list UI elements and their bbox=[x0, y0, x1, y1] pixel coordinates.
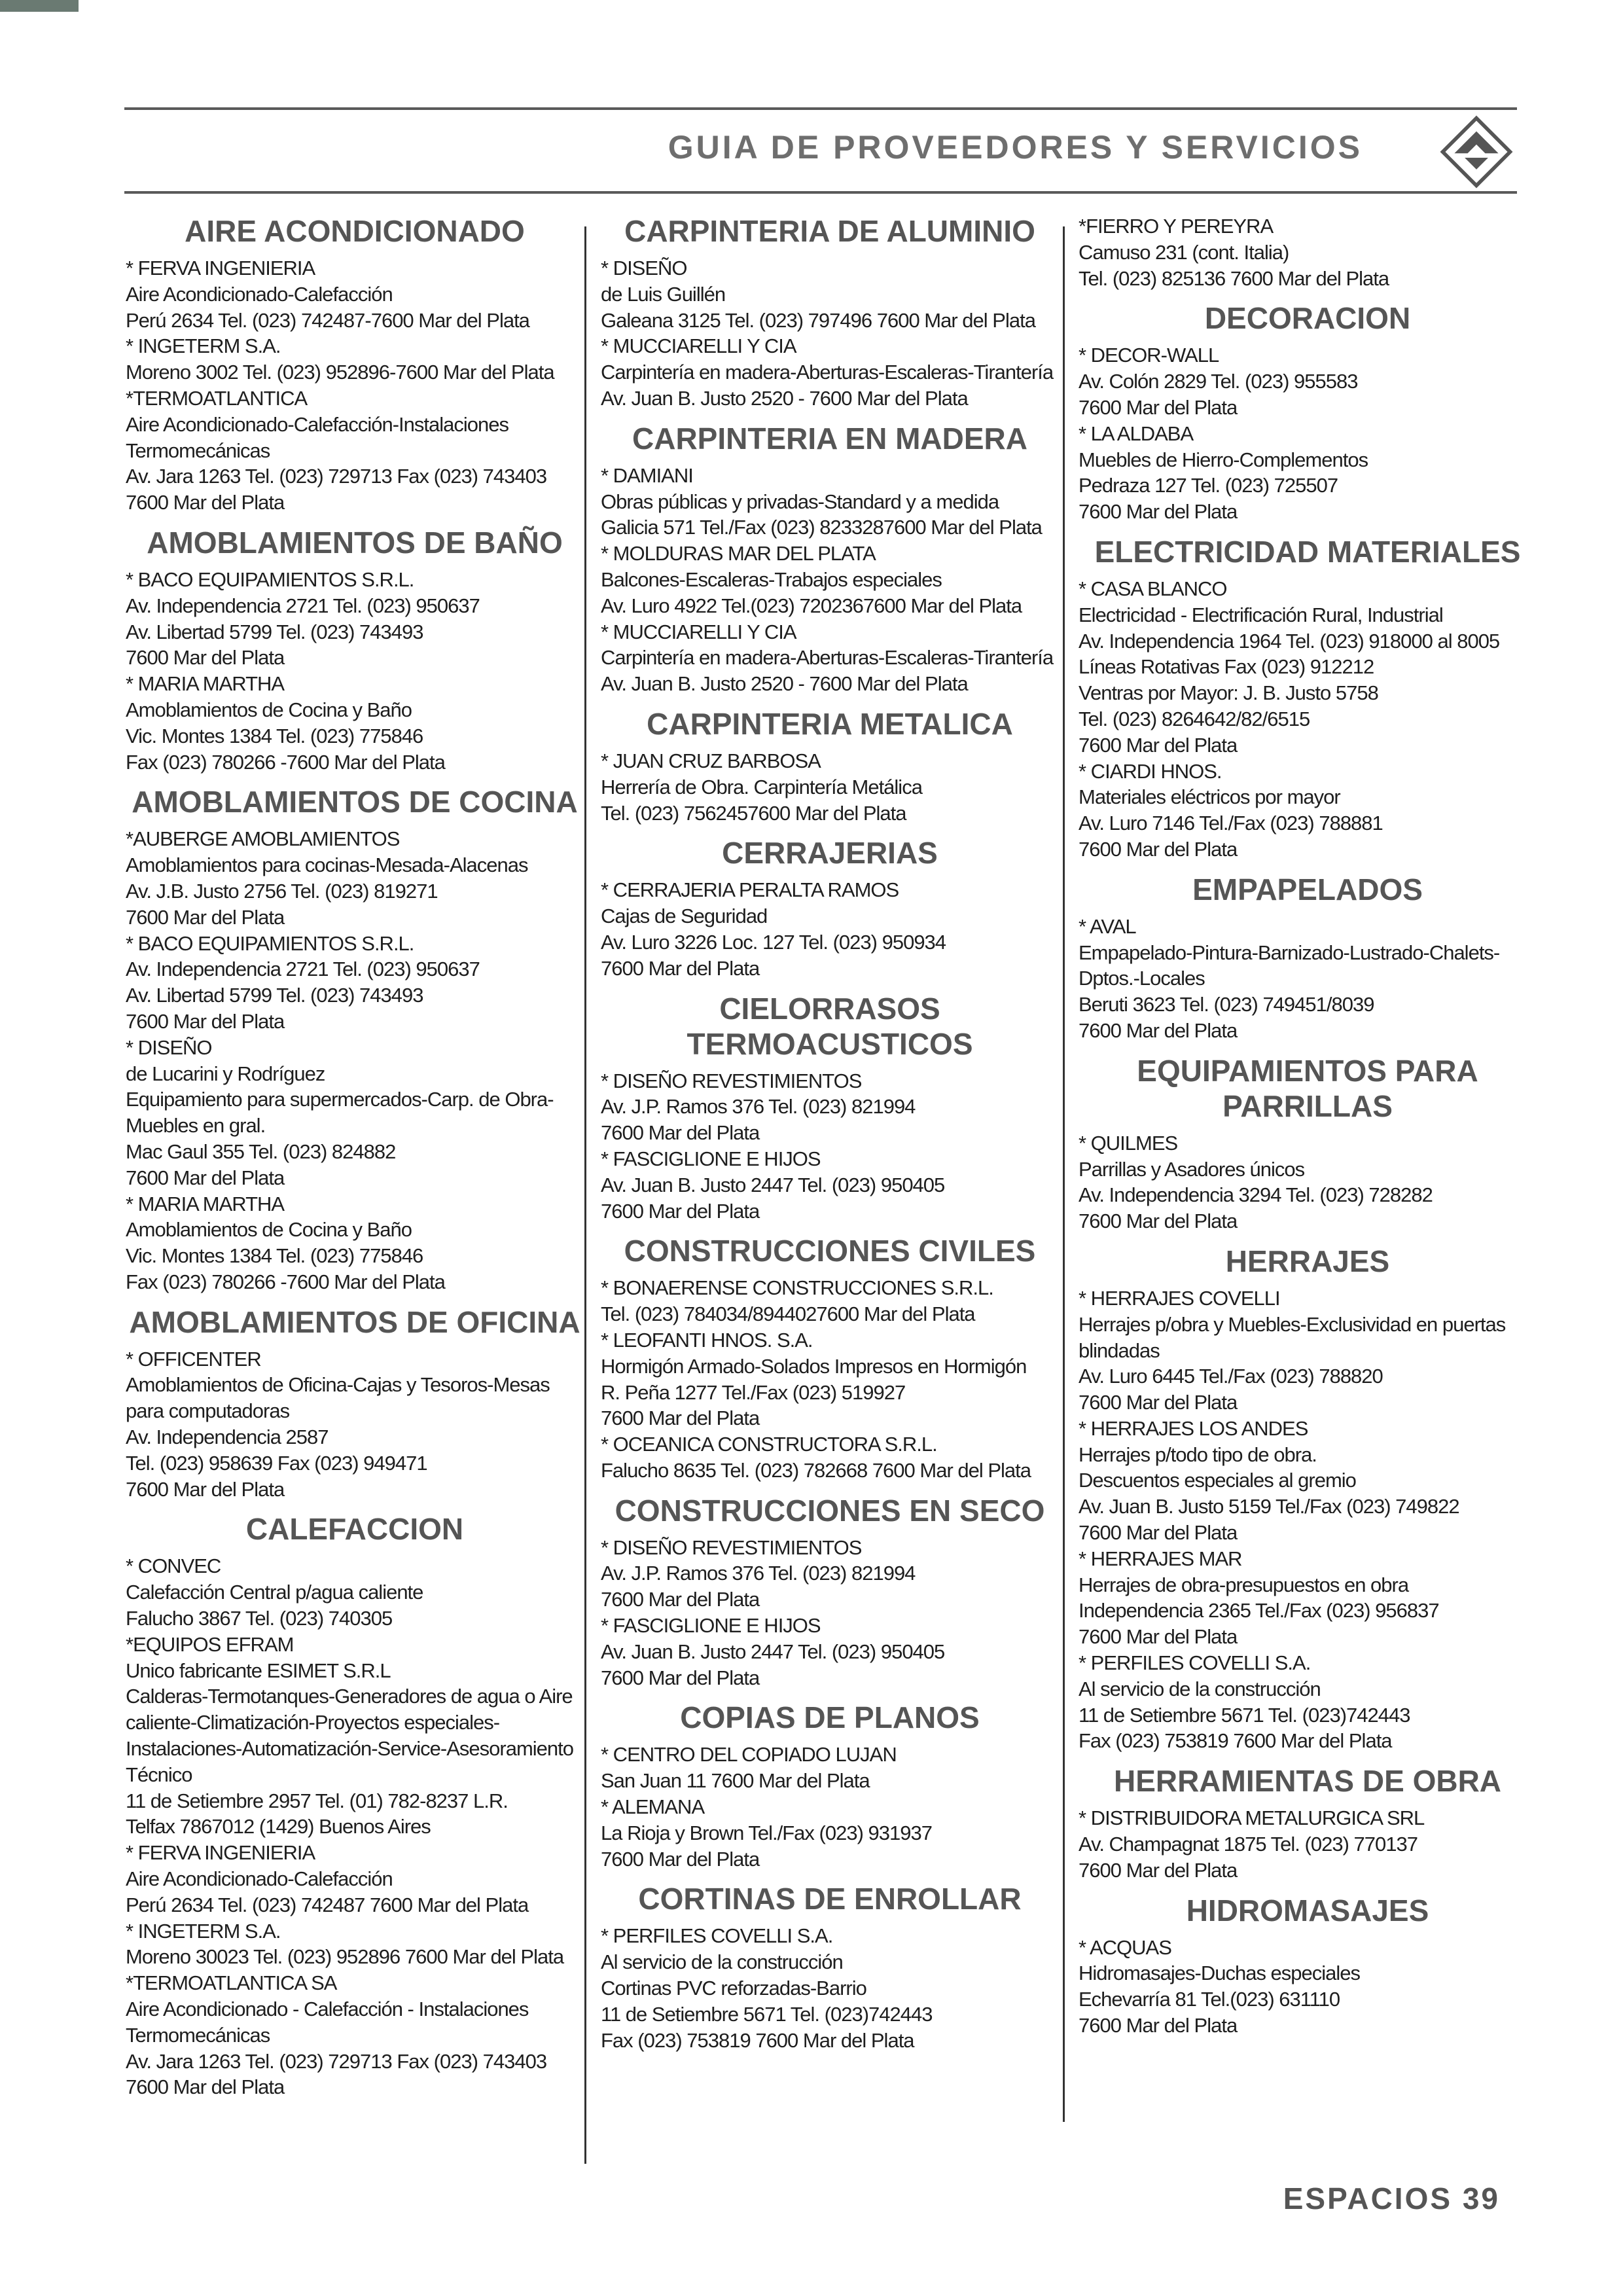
column-1 bbox=[126, 213, 584, 2100]
section-title: AMOBLAMIENTOS DE COCINA bbox=[132, 785, 578, 819]
page-title: GUIA DE PROVEEDORES Y SERVICIOS bbox=[668, 129, 1363, 166]
directory-entry: * FERVA INGENIERIA Aire Acondicionado-Calefacción Perú 2634 Tel. (023) 742487-7600 Mar del Plata bbox=[126, 257, 529, 332]
column-3 bbox=[1079, 213, 1537, 2039]
section-title: DECORACION bbox=[1204, 301, 1411, 336]
directory-entry: * MOLDURAS MAR DEL PLATA Balcones-Escaleras-Trabajos especiales Av. Luro 4922 Tel.(023) 7202367600 Mar del Plata bbox=[601, 542, 1022, 617]
directory-entry: * CONVEC Calefacción Central p/agua caliente Falucho 3867 Tel. (023) 740305 bbox=[126, 1554, 423, 1630]
directory-entry: *AUBERGE AMOBLAMIENTOS Amoblamientos para cocinas-Mesada-Alacenas Av. J.B. Justo 2756 Tel. (023) 819271 7600 Mar del Plata bbox=[126, 827, 528, 929]
directory-entry: * BONAERENSE CONSTRUCCIONES S.R.L. Tel. (023) 784034/8944027600 Mar del Plata bbox=[601, 1276, 993, 1326]
directory-entry: * DISEÑO REVESTIMIENTOS Av. J.P. Ramos 376 Tel. (023) 821994 7600 Mar del Plata bbox=[601, 1535, 916, 1611]
directory-entry: * DAMIANI Obras públicas y privadas-Standard y a medida Galicia 571 Tel./Fax (023) 8233287600 Mar del Plata bbox=[601, 463, 1042, 539]
directory-entry: * CIARDI HNOS. Materiales eléctricos por mayor Av. Luro 7146 Tel./Fax (023) 788881 7600 Mar del Plata bbox=[1079, 759, 1383, 861]
section-title: CERRAJERIAS bbox=[722, 836, 938, 870]
section-title: AMOBLAMIENTOS DE OFICINA bbox=[129, 1304, 580, 1339]
directory-entry: * ACQUAS Hidromasajes-Duchas especiales Echevarría 81 Tel.(023) 631110 7600 Mar del Plata bbox=[1079, 1935, 1361, 2037]
directory-entry: * CASA BLANCO Electricidad - Electrificación Rural, Industrial Av. Independencia 1964 Tel. (023) 918000 al 8005 Líneas Rotativas Fax (023) 912212 Ventras por Mayor: J. B. Justo 5758 Tel. (023) 8264642/82/6515 7600 Mar del Plata bbox=[1079, 577, 1500, 757]
directory-entry: * BACO EQUIPAMIENTOS S.R.L. Av. Independencia 2721 Tel. (023) 950637 Av. Libertad 5799 Tel. (023) 743493 7600 Mar del Plata bbox=[126, 567, 480, 670]
directory-entry: * MUCCIARELLI Y CIA Carpintería en madera-Aberturas-Escaleras-Tirantería Av. Juan B. Justo 2520 - 7600 Mar del Plata bbox=[601, 620, 1054, 696]
section-title: AIRE ACONDICIONADO bbox=[185, 214, 525, 248]
directory-entry: * DISEÑO de Lucarini y Rodríguez Equipamiento para supermercados-Carp. de Obra-Muebles en gral. Mac Gaul 355 Tel. (023) 824882 7600 Mar del Plata bbox=[126, 1035, 554, 1189]
directory-entry: * DISEÑO REVESTIMIENTOS Av. J.P. Ramos 376 Tel. (023) 821994 7600 Mar del Plata bbox=[601, 1069, 916, 1145]
directory-entry: * PERFILES COVELLI S.A. Al servicio de la construcción Cortinas PVC reforzadas-Barrio 11 de Setiembre 5671 Tel. (023)742443 Fax (023) 753819 7600 Mar del Plata bbox=[601, 1924, 933, 2052]
directory-entry: * INGETERM S.A. Moreno 3002 Tel. (023) 952896-7600 Mar del Plata bbox=[126, 334, 554, 384]
section-title: CARPINTERIA EN MADERA bbox=[632, 421, 1027, 456]
section-title: EMPAPELADOS bbox=[1192, 872, 1423, 906]
directory-entry: * FASCIGLIONE E HIJOS Av. Juan B. Justo 2447 Tel. (023) 950405 7600 Mar del Plata bbox=[601, 1147, 945, 1223]
column-2 bbox=[601, 213, 1059, 2053]
directory-entry: * MUCCIARELLI Y CIA Carpintería en madera-Aberturas-Escaleras-Tirantería Av. Juan B. Justo 2520 - 7600 Mar del Plata bbox=[601, 334, 1054, 410]
directory-entry: * DISTRIBUIDORA METALURGICA SRL Av. Champagnat 1875 Tel. (023) 770137 7600 Mar del Plata bbox=[1079, 1806, 1425, 1882]
section-title: COPIAS DE PLANOS bbox=[680, 1700, 980, 1735]
section-title: HIDROMASAJES bbox=[1186, 1893, 1429, 1928]
directory-entry: * PERFILES COVELLI S.A. Al servicio de la construcción 11 de Setiembre 5671 Tel. (023)742443 Fax (023) 753819 7600 Mar del Plata bbox=[1079, 1651, 1410, 1753]
directory-entry: * LA ALDABA Muebles de Hierro-Complementos Pedraza 127 Tel. (023) 725507 7600 Mar del Plata bbox=[1079, 422, 1368, 524]
directory-entry: *FIERRO Y PEREYRA Camuso 231 (cont. Italia) Tel. (023) 825136 7600 Mar del Plata bbox=[1079, 215, 1389, 290]
section-title: HERRAJES bbox=[1225, 1244, 1390, 1278]
column-divider bbox=[1063, 226, 1065, 2122]
directory-entry: * OCEANICA CONSTRUCTORA S.R.L. Falucho 8635 Tel. (023) 782668 7600 Mar del Plata bbox=[601, 1433, 1031, 1482]
directory-entry: * AVAL Empapelado-Pintura-Barnizado-Lustrado-Chalets-Dptos.-Locales Beruti 3623 Tel. (023) 749451/8039 7600 Mar del Plata bbox=[1079, 914, 1500, 1042]
magazine-name: ESPACIOS bbox=[1283, 2181, 1453, 2215]
header-rule-bottom bbox=[124, 191, 1517, 194]
directory-entry: * HERRAJES MAR Herrajes de obra-presupuestos en obra Independencia 2365 Tel./Fax (023) 956837 7600 Mar del Plata bbox=[1079, 1547, 1439, 1649]
column-divider bbox=[584, 226, 586, 2164]
directory-entry: * MARIA MARTHA Amoblamientos de Cocina y Baño Vic. Montes 1384 Tel. (023) 775846 Fax (023) 780266 -7600 Mar del Plata bbox=[126, 672, 445, 774]
section-title: CALEFACCION bbox=[245, 1512, 464, 1547]
directory-entry: * QUILMES Parrillas y Asadores únicos Av. Independencia 3294 Tel. (023) 728282 7600 Mar del Plata bbox=[1079, 1131, 1433, 1233]
directory-entry: * OFFICENTER Amoblamientos de Oficina-Cajas y Tesoros-Mesas para computadoras Av. Independencia 2587 Tel. (023) 958639 Fax (023) 949471 7600 Mar del Plata bbox=[126, 1347, 550, 1501]
directory-entry: * JUAN CRUZ BARBOSA Herrería de Obra. Carpintería Metálica Tel. (023) 7562457600 Mar del Plata bbox=[601, 749, 922, 825]
section-title: CONSTRUCCIONES EN SECO bbox=[615, 1493, 1045, 1528]
directory-entry: * HERRAJES COVELLI Herrajes p/obra y Muebles-Exclusividad en puertas blindadas Av. Luro 6445 Tel./Fax (023) 788820 7600 Mar del Plata bbox=[1079, 1286, 1506, 1414]
directory-entry: * FASCIGLIONE E HIJOS Av. Juan B. Justo 2447 Tel. (023) 950405 7600 Mar del Plata bbox=[601, 1614, 945, 1689]
publication-logo-icon bbox=[1440, 115, 1513, 188]
directory-entry: * LEOFANTI HNOS. S.A. Hormigón Armado-Solados Impresos en Hormigón R. Peña 1277 Tel./Fax (023) 519927 7600 Mar del Plata bbox=[601, 1328, 1027, 1430]
directory-entry: * HERRAJES LOS ANDES Herrajes p/todo tipo de obra. Descuentos especiales al gremio Av. Juan B. Justo 5159 Tel./Fax (023) 749822 7600 Mar del Plata bbox=[1079, 1416, 1459, 1545]
page-number: 39 bbox=[1462, 2181, 1500, 2215]
directory-entry: *EQUIPOS EFRAM Unico fabricante ESIMET S.R.L Calderas-Termotanques-Generadores de agua o Aire caliente-Climatización-Proyectos especiales-Instalaciones-Automatización-Service-Asesoramiento Técnico 11 de Setiembre 2957 Tel. (01) 782-8237 L.R. Telfax 7867012 (1429) Buenos Aires bbox=[126, 1632, 573, 1839]
page-footer bbox=[0, 2181, 1500, 2216]
directory-entry: * DISEÑO de Luis Guillén Galeana 3125 Tel. (023) 797496 7600 Mar del Plata bbox=[601, 257, 1035, 332]
section-title: AMOBLAMIENTOS DE BAÑO bbox=[147, 525, 563, 560]
directory-entry: * INGETERM S.A. Moreno 30023 Tel. (023) 952896 7600 Mar del Plata bbox=[126, 1919, 564, 1969]
directory-entry: *TERMOATLANTICA SA Aire Acondicionado - Calefacción - Instalaciones Termomecánicas Av. Jara 1263 Tel. (023) 729713 Fax (023) 743403 7600 Mar del Plata bbox=[126, 1971, 547, 2099]
section-title: CONSTRUCCIONES CIVILES bbox=[624, 1234, 1036, 1268]
corner-mark bbox=[0, 0, 79, 12]
directory-entry: * MARIA MARTHA Amoblamientos de Cocina y Baño Vic. Montes 1384 Tel. (023) 775846 Fax (023) 780266 -7600 Mar del Plata bbox=[126, 1192, 445, 1293]
directory-entry: * BACO EQUIPAMIENTOS S.R.L. Av. Independencia 2721 Tel. (023) 950637 Av. Libertad 5799 Tel. (023) 743493 7600 Mar del Plata bbox=[126, 931, 480, 1033]
directory-entry: *TERMOATLANTICA Aire Acondicionado-Calefacción-Instalaciones Termomecánicas Av. Jara 1263 Tel. (023) 729713 Fax (023) 743403 7600 Mar del Plata bbox=[126, 386, 547, 514]
directory-entry: * CENTRO DEL COPIADO LUJAN San Juan 11 7600 Mar del Plata bbox=[601, 1743, 897, 1793]
section-title: HERRAMIENTAS DE OBRA bbox=[1113, 1764, 1502, 1799]
directory-entry: * CERRAJERIA PERALTA RAMOS Cajas de Seguridad Av. Luro 3226 Loc. 127 Tel. (023) 950934 7600 Mar del Plata bbox=[601, 878, 946, 980]
header-rule-top bbox=[124, 107, 1517, 110]
section-title: CORTINAS DE ENROLLAR bbox=[638, 1882, 1022, 1916]
section-title: ELECTRICIDAD MATERIALES bbox=[1094, 534, 1521, 569]
directory-entry: * FERVA INGENIERIA Aire Acondicionado-Calefacción Perú 2634 Tel. (023) 742487 7600 Mar del Plata bbox=[126, 1841, 529, 1916]
section-title: EQUIPAMIENTOS PARA PARRILLAS bbox=[1137, 1053, 1478, 1123]
directory-entry: * ALEMANA La Rioja y Brown Tel./Fax (023) 931937 7600 Mar del Plata bbox=[601, 1795, 932, 1871]
section-title: CARPINTERIA METALICA bbox=[647, 706, 1013, 741]
section-title: CIELORRASOS TERMOACUSTICOS bbox=[687, 991, 973, 1061]
directory-entry: * DECOR-WALL Av. Colón 2829 Tel. (023) 955583 7600 Mar del Plata bbox=[1079, 344, 1358, 419]
section-title: CARPINTERIA DE ALUMINIO bbox=[624, 214, 1035, 248]
